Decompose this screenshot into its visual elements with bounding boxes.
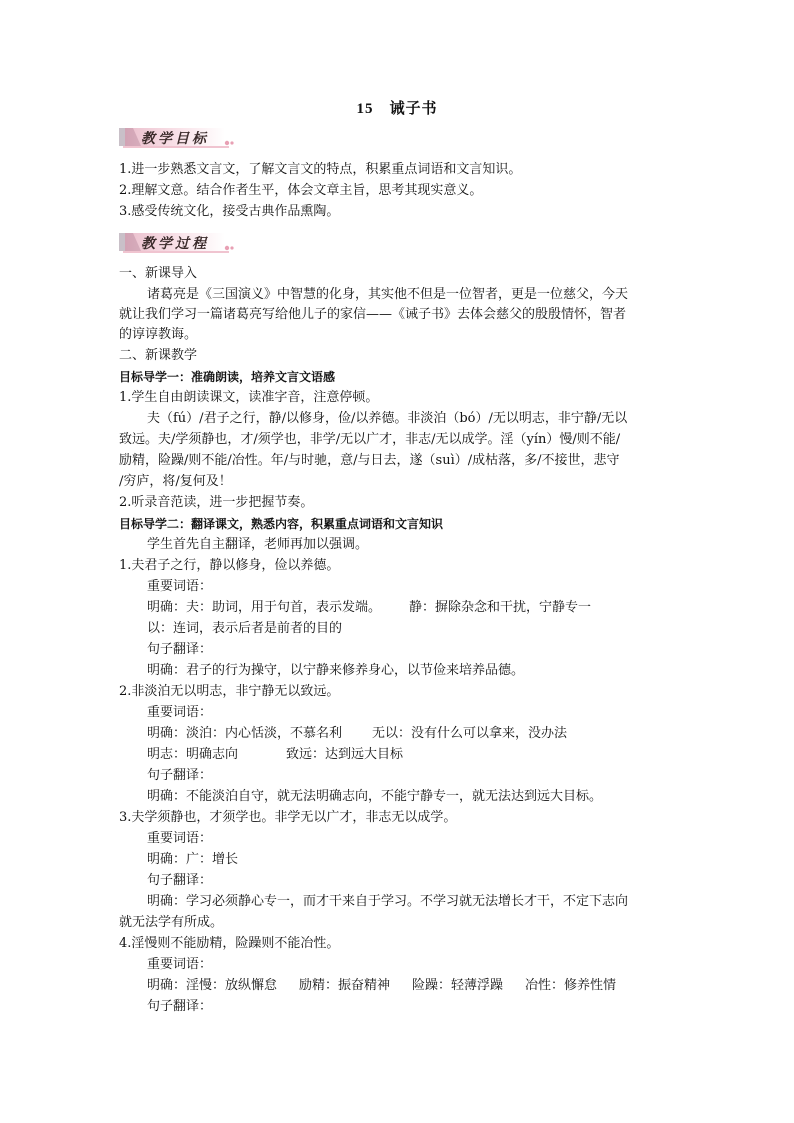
- explanation-line: 明确：广：增长: [147, 852, 239, 867]
- text-line: /穷庐，将/复何及！: [119, 474, 232, 489]
- goals-section-title: 教学目标: [141, 131, 209, 147]
- label-line: 句子翻译：: [147, 642, 213, 657]
- process-section-title: 教学过程: [141, 236, 209, 252]
- label-line: 句子翻译：: [147, 873, 213, 888]
- explanation-line: [147, 745, 707, 765]
- explanation-text: 冶性：修养性情: [525, 978, 617, 993]
- label-line: 重要词语：: [147, 957, 213, 972]
- explanation-text: 无以：没有什么可以拿来，没办法: [372, 726, 568, 741]
- paragraph-line: 诸葛亮是《三国演义》中智慧的化身，其实他不但是一位智者，更是一位慈父，今天: [147, 287, 629, 302]
- explanation-text: 险躁：轻薄浮躁: [412, 978, 504, 993]
- goal-item: 1.进一步熟悉文言文，了解文言文的特点，积累重点词语和文言知识。: [119, 162, 522, 177]
- section-heading: 二、新课教学: [119, 348, 198, 363]
- text-line: 励精，险躁/则不能/冶性。年/与时驰，意/与日去，遂（suì）/成枯落，多/不接世，悲守: [119, 453, 620, 468]
- process-section-banner: [119, 231, 235, 253]
- text-line: 夫（fú）/君子之行，静/以修身，俭/以养德。非淡泊（bó）/无以明志，非宁静/无以: [147, 411, 628, 426]
- page-title: 15 诫子书: [356, 101, 438, 117]
- label-line: 重要词语：: [147, 579, 213, 594]
- paragraph-line: 的谆谆教诲。: [119, 327, 198, 342]
- label-line: 重要词语：: [147, 705, 213, 720]
- sentence-heading: 3.夫学须静也，才须学也。非学无以广才，非志无以成学。: [119, 810, 457, 825]
- paragraph-line: 就让我们学习一篇诸葛亮写给他儿子的家信——《诫子书》去体会慈父的殷殷情怀，智者: [119, 307, 627, 322]
- sentence-heading: 2.非淡泊无以明志，非宁静无以致远。: [119, 684, 340, 699]
- explanation-line: 明确：学习必须静心专一，而才干来自于学习。不学习就无法增长才干，不定下志向: [147, 894, 629, 909]
- goal-item: 2.理解文意。结合作者生平，体会文章主旨，思考其现实意义。: [119, 183, 483, 198]
- explanation-text: 致远：达到远大目标: [286, 747, 404, 762]
- task-line: 1.学生自由朗读课文，读准字音，注意停顿。: [119, 390, 379, 405]
- explanation-line: [147, 724, 707, 744]
- explanation-line: [147, 976, 707, 996]
- explanation-line: 明确：不能淡泊自守，就无法明确志向，不能宁静专一，就无法达到远大目标。: [147, 789, 603, 804]
- label-line: 重要词语：: [147, 831, 213, 846]
- explanation-line: 明确：君子的行为操守，以宁静来修养身心，以节俭来培养品德。: [147, 663, 525, 678]
- label-line: 句子翻译：: [147, 768, 213, 783]
- sentence-heading: 4.淫慢则不能励精，险躁则不能冶性。: [119, 936, 340, 951]
- goals-section-banner: [119, 126, 235, 148]
- explanation-text: 明确：淫慢：放纵懈怠: [147, 978, 278, 993]
- task-line: 2.听录音范读，进一步把握节奏。: [119, 495, 314, 510]
- objective-heading: 目标导学二：翻译课文，熟悉内容，积累重点词语和文言知识: [119, 517, 444, 531]
- explanation-line: [147, 598, 707, 618]
- goal-item: 3.感受传统文化，接受古典作品熏陶。: [119, 204, 340, 219]
- explanation-text: 明志：明确志向: [147, 747, 239, 762]
- explanation-line: 就无法学有所成。: [119, 915, 224, 930]
- text-line: 致远。夫/学须静也，才/须学也，非学/无以广才，非志/无以成学。淫（yín）慢/则不能/: [119, 432, 621, 447]
- explanation-text: 明确：夫：助词，用于句首，表示发端。: [147, 600, 382, 615]
- objective-heading: 目标导学一：准确朗读，培养文言文语感: [119, 370, 336, 384]
- text-line: 学生首先自主翻译，老师再加以强调。: [147, 537, 369, 552]
- section-heading: 一、新课导入: [119, 266, 198, 281]
- explanation-line: 以：连词，表示后者是前者的目的: [147, 621, 343, 636]
- label-line: 句子翻译：: [147, 999, 213, 1014]
- explanation-text: 静：摒除杂念和干扰，宁静专一: [409, 600, 592, 615]
- explanation-text: 明确：淡泊：内心恬淡，不慕名利: [147, 726, 343, 741]
- sentence-heading: 1.夫君子之行，静以修身，俭以养德。: [119, 558, 340, 573]
- explanation-text: 励精：振奋精神: [299, 978, 391, 993]
